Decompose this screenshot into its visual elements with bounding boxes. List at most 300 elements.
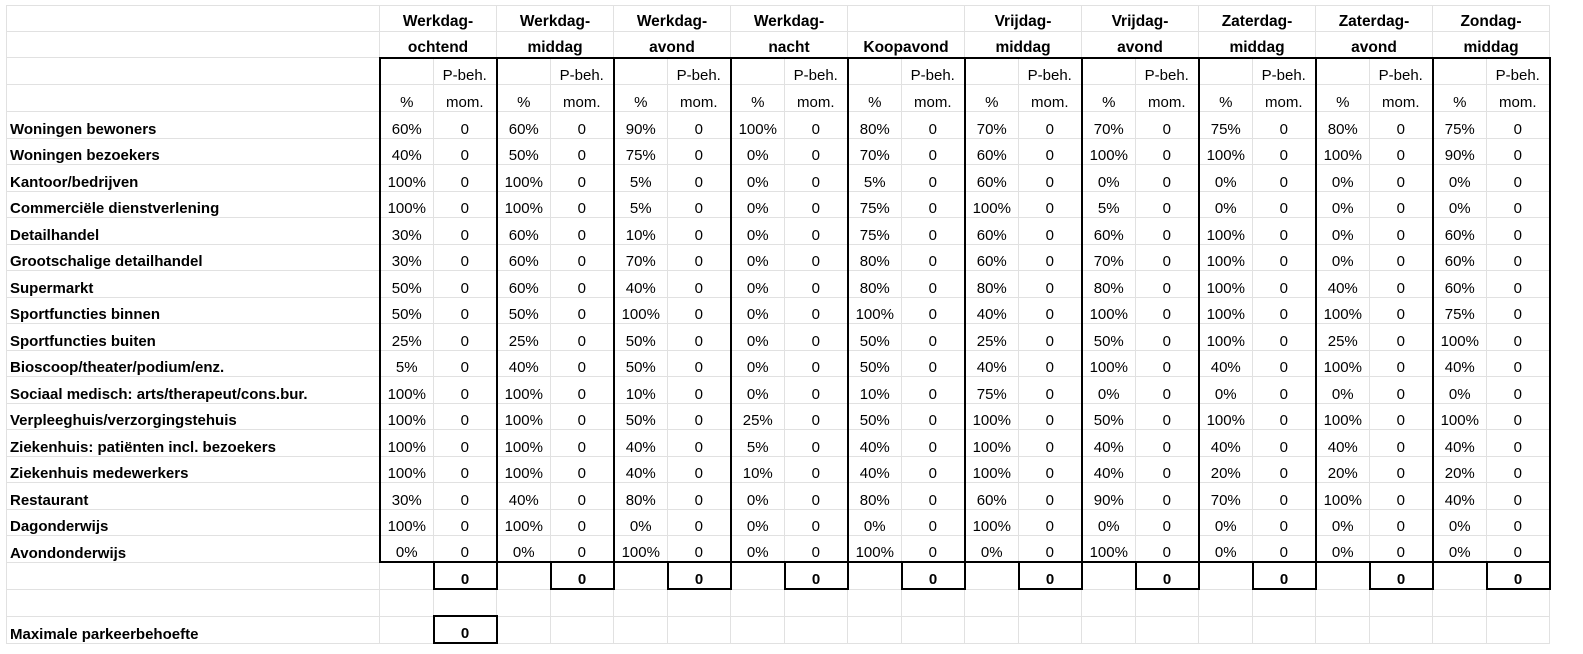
row-label[interactable]: Sociaal medisch: arts/therapeut/cons.bur. [7, 377, 380, 404]
empty-cell[interactable] [1082, 616, 1136, 643]
pbeh-cell[interactable]: 0 [668, 403, 731, 430]
period-header-line1[interactable]: Zaterdag- [1199, 6, 1316, 32]
row-label[interactable]: Dagonderwijs [7, 509, 380, 536]
pct-header[interactable]: % [965, 85, 1019, 112]
pbeh-cell[interactable]: 0 [1136, 509, 1199, 536]
pbeh-cell[interactable]: 0 [902, 271, 965, 298]
pct-cell[interactable]: 5% [731, 430, 785, 457]
pbeh-header-line1[interactable]: P-beh. [551, 58, 614, 85]
pct-cell[interactable]: 50% [614, 403, 668, 430]
pbeh-cell[interactable]: 0 [434, 350, 497, 377]
pbeh-cell[interactable]: 0 [1253, 350, 1316, 377]
empty-cell[interactable] [902, 616, 965, 643]
pct-header[interactable]: % [1433, 85, 1487, 112]
pct-cell[interactable]: 100% [1082, 350, 1136, 377]
row-label[interactable]: Bioscoop/theater/podium/enz. [7, 350, 380, 377]
empty-cell[interactable] [380, 589, 434, 616]
empty-cell[interactable] [1253, 616, 1316, 643]
pbeh-header-line1[interactable]: P-beh. [902, 58, 965, 85]
pbeh-cell[interactable]: 0 [1019, 165, 1082, 192]
pct-cell[interactable]: 60% [380, 112, 434, 139]
pbeh-cell[interactable]: 0 [434, 377, 497, 404]
pct-cell[interactable]: 75% [1433, 112, 1487, 139]
pct-cell[interactable]: 5% [848, 165, 902, 192]
period-header-line2[interactable]: Koopavond [848, 32, 965, 58]
pbeh-cell[interactable]: 0 [551, 509, 614, 536]
period-header-line1[interactable]: Vrijdag- [1082, 6, 1199, 32]
pct-cell[interactable]: 40% [965, 297, 1019, 324]
pbeh-cell[interactable]: 0 [902, 244, 965, 271]
pct-cell[interactable]: 0% [731, 218, 785, 245]
pct-cell[interactable]: 5% [614, 191, 668, 218]
pct-cell[interactable]: 100% [848, 297, 902, 324]
pbeh-cell[interactable]: 0 [1019, 138, 1082, 165]
pbeh-cell[interactable]: 0 [668, 218, 731, 245]
pbeh-cell[interactable]: 0 [551, 536, 614, 563]
pct-cell[interactable]: 100% [965, 456, 1019, 483]
pbeh-cell[interactable]: 0 [902, 165, 965, 192]
pct-cell[interactable]: 60% [1433, 218, 1487, 245]
pbeh-cell[interactable]: 0 [1487, 377, 1550, 404]
row-label[interactable]: Sportfuncties buiten [7, 324, 380, 351]
pbeh-cell[interactable]: 0 [1136, 377, 1199, 404]
pbeh-cell[interactable]: 0 [1370, 244, 1433, 271]
pbeh-cell[interactable]: 0 [785, 403, 848, 430]
period-header-line2[interactable]: avond [1316, 32, 1433, 58]
pbeh-cell[interactable]: 0 [1019, 191, 1082, 218]
pct-cell[interactable]: 0% [1433, 377, 1487, 404]
empty-cell[interactable] [1136, 589, 1199, 616]
pbeh-cell[interactable]: 0 [902, 509, 965, 536]
pbeh-cell[interactable]: 0 [1370, 536, 1433, 563]
row-label[interactable]: Supermarkt [7, 271, 380, 298]
pct-cell[interactable]: 60% [965, 165, 1019, 192]
pbeh-header-line2[interactable]: mom. [785, 85, 848, 112]
pbeh-cell[interactable]: 0 [1253, 456, 1316, 483]
pct-cell[interactable]: 25% [965, 324, 1019, 351]
pbeh-cell[interactable]: 0 [902, 112, 965, 139]
pbeh-cell[interactable]: 0 [785, 271, 848, 298]
pct-cell[interactable]: 100% [1199, 297, 1253, 324]
pct-cell[interactable]: 0% [1082, 377, 1136, 404]
pbeh-cell[interactable]: 0 [1487, 271, 1550, 298]
pct-header[interactable]: % [1082, 85, 1136, 112]
pbeh-cell[interactable]: 0 [434, 218, 497, 245]
pbeh-cell[interactable]: 0 [551, 138, 614, 165]
empty-cell[interactable] [1199, 562, 1253, 589]
empty-cell[interactable] [1487, 589, 1550, 616]
pct-header[interactable]: % [380, 85, 434, 112]
pbeh-cell[interactable]: 0 [1487, 112, 1550, 139]
pct-cell[interactable]: 40% [1433, 350, 1487, 377]
pct-cell[interactable]: 0% [731, 191, 785, 218]
pbeh-header-line1[interactable]: P-beh. [668, 58, 731, 85]
pbeh-cell[interactable]: 0 [1019, 430, 1082, 457]
total-cell[interactable]: 0 [1136, 562, 1199, 589]
empty-cell[interactable] [1019, 616, 1082, 643]
pct-cell[interactable]: 50% [497, 138, 551, 165]
pct-cell[interactable]: 80% [848, 483, 902, 510]
pct-header-blank[interactable] [731, 58, 785, 85]
row-label[interactable]: Ziekenhuis: patiënten incl. bezoekers [7, 430, 380, 457]
pct-header[interactable]: % [1199, 85, 1253, 112]
pct-cell[interactable]: 40% [1316, 430, 1370, 457]
pct-cell[interactable]: 100% [965, 509, 1019, 536]
period-header-line2[interactable]: ochtend [380, 32, 497, 58]
period-header-line1[interactable]: Werkdag- [380, 6, 497, 32]
pbeh-cell[interactable]: 0 [551, 377, 614, 404]
period-header-line1[interactable] [848, 6, 965, 32]
pbeh-cell[interactable]: 0 [902, 536, 965, 563]
empty-cell[interactable] [1199, 589, 1253, 616]
pbeh-header-line1[interactable]: P-beh. [434, 58, 497, 85]
pct-cell[interactable]: 0% [1316, 377, 1370, 404]
pct-cell[interactable]: 60% [1082, 218, 1136, 245]
pct-cell[interactable]: 0% [731, 536, 785, 563]
pct-header-blank[interactable] [380, 58, 434, 85]
pbeh-cell[interactable]: 0 [668, 456, 731, 483]
pct-cell[interactable]: 100% [1199, 244, 1253, 271]
pct-cell[interactable]: 40% [497, 350, 551, 377]
pbeh-cell[interactable]: 0 [1487, 483, 1550, 510]
pct-cell[interactable]: 0% [965, 536, 1019, 563]
empty-cell[interactable] [497, 616, 551, 643]
pct-cell[interactable]: 100% [497, 165, 551, 192]
pct-cell[interactable]: 30% [380, 218, 434, 245]
total-cell[interactable]: 0 [1370, 562, 1433, 589]
empty-cell[interactable] [1433, 562, 1487, 589]
pbeh-header-line2[interactable]: mom. [1253, 85, 1316, 112]
pbeh-header-line2[interactable]: mom. [902, 85, 965, 112]
pbeh-cell[interactable]: 0 [1019, 271, 1082, 298]
pbeh-cell[interactable]: 0 [434, 430, 497, 457]
pbeh-cell[interactable]: 0 [785, 350, 848, 377]
pbeh-cell[interactable]: 0 [1136, 297, 1199, 324]
pct-cell[interactable]: 75% [1199, 112, 1253, 139]
pbeh-header-line1[interactable]: P-beh. [1019, 58, 1082, 85]
pct-cell[interactable]: 0% [1199, 165, 1253, 192]
pct-cell[interactable]: 5% [614, 165, 668, 192]
pbeh-cell[interactable]: 0 [1136, 165, 1199, 192]
empty-cell[interactable] [965, 616, 1019, 643]
empty-cell[interactable] [551, 589, 614, 616]
total-cell[interactable]: 0 [785, 562, 848, 589]
pct-cell[interactable]: 40% [497, 483, 551, 510]
pct-cell[interactable]: 25% [1316, 324, 1370, 351]
pct-cell[interactable]: 100% [1316, 483, 1370, 510]
empty-cell[interactable] [848, 616, 902, 643]
period-header-line1[interactable]: Werkdag- [614, 6, 731, 32]
pct-header[interactable]: % [848, 85, 902, 112]
pct-cell[interactable]: 90% [1082, 483, 1136, 510]
pbeh-cell[interactable]: 0 [1019, 218, 1082, 245]
pbeh-cell[interactable]: 0 [551, 112, 614, 139]
pct-header-blank[interactable] [1082, 58, 1136, 85]
pct-cell[interactable]: 100% [497, 403, 551, 430]
pct-cell[interactable]: 0% [731, 271, 785, 298]
pbeh-cell[interactable]: 0 [1487, 403, 1550, 430]
pbeh-cell[interactable]: 0 [551, 297, 614, 324]
empty-cell[interactable] [965, 562, 1019, 589]
pbeh-cell[interactable]: 0 [1487, 244, 1550, 271]
pbeh-cell[interactable]: 0 [551, 430, 614, 457]
pct-cell[interactable]: 80% [965, 271, 1019, 298]
pbeh-cell[interactable]: 0 [1487, 324, 1550, 351]
pbeh-cell[interactable]: 0 [1253, 377, 1316, 404]
pbeh-cell[interactable]: 0 [785, 165, 848, 192]
pbeh-cell[interactable]: 0 [1487, 297, 1550, 324]
pct-cell[interactable]: 60% [497, 271, 551, 298]
pct-cell[interactable]: 80% [848, 271, 902, 298]
pbeh-cell[interactable]: 0 [668, 377, 731, 404]
pbeh-header-line2[interactable]: mom. [551, 85, 614, 112]
total-cell[interactable]: 0 [902, 562, 965, 589]
empty-cell[interactable] [614, 589, 668, 616]
period-header-line2[interactable]: middag [497, 32, 614, 58]
pbeh-cell[interactable]: 0 [434, 509, 497, 536]
period-header-line2[interactable]: middag [965, 32, 1082, 58]
pbeh-cell[interactable]: 0 [434, 403, 497, 430]
pct-cell[interactable]: 50% [497, 297, 551, 324]
pct-cell[interactable]: 0% [1433, 509, 1487, 536]
pbeh-cell[interactable]: 0 [1253, 271, 1316, 298]
pbeh-cell[interactable]: 0 [785, 244, 848, 271]
pbeh-cell[interactable]: 0 [1019, 324, 1082, 351]
pbeh-cell[interactable]: 0 [551, 218, 614, 245]
pct-cell[interactable]: 60% [965, 244, 1019, 271]
empty-cell[interactable] [731, 562, 785, 589]
empty-cell[interactable] [1370, 589, 1433, 616]
pct-cell[interactable]: 60% [965, 218, 1019, 245]
pbeh-cell[interactable]: 0 [785, 483, 848, 510]
pct-cell[interactable]: 25% [497, 324, 551, 351]
empty-cell[interactable] [668, 616, 731, 643]
pbeh-cell[interactable]: 0 [902, 430, 965, 457]
pct-cell[interactable]: 70% [1199, 483, 1253, 510]
pct-cell[interactable]: 100% [1316, 350, 1370, 377]
empty-cell[interactable] [1019, 589, 1082, 616]
pct-header-blank[interactable] [1433, 58, 1487, 85]
pbeh-cell[interactable]: 0 [1370, 483, 1433, 510]
pct-cell[interactable]: 60% [965, 138, 1019, 165]
pct-cell[interactable]: 0% [731, 244, 785, 271]
pct-cell[interactable]: 0% [1316, 244, 1370, 271]
pbeh-cell[interactable]: 0 [785, 191, 848, 218]
pct-cell[interactable]: 0% [731, 350, 785, 377]
row-label[interactable]: Kantoor/bedrijven [7, 165, 380, 192]
pct-cell[interactable]: 25% [731, 403, 785, 430]
pct-cell[interactable]: 0% [1199, 191, 1253, 218]
pbeh-cell[interactable]: 0 [902, 324, 965, 351]
empty-cell[interactable] [7, 32, 380, 58]
pbeh-cell[interactable]: 0 [1370, 350, 1433, 377]
pbeh-cell[interactable]: 0 [668, 112, 731, 139]
pbeh-cell[interactable]: 0 [902, 403, 965, 430]
pbeh-cell[interactable]: 0 [1019, 456, 1082, 483]
period-header-line1[interactable]: Vrijdag- [965, 6, 1082, 32]
pct-cell[interactable]: 70% [614, 244, 668, 271]
empty-cell[interactable] [7, 562, 380, 589]
pct-cell[interactable]: 40% [965, 350, 1019, 377]
pbeh-cell[interactable]: 0 [551, 165, 614, 192]
pct-header[interactable]: % [614, 85, 668, 112]
pbeh-cell[interactable]: 0 [668, 430, 731, 457]
pbeh-cell[interactable]: 0 [551, 271, 614, 298]
pct-cell[interactable]: 100% [380, 191, 434, 218]
pbeh-cell[interactable]: 0 [1370, 403, 1433, 430]
pct-cell[interactable]: 0% [1433, 191, 1487, 218]
empty-cell[interactable] [7, 589, 380, 616]
pbeh-cell[interactable]: 0 [1253, 297, 1316, 324]
pbeh-cell[interactable]: 0 [1370, 377, 1433, 404]
pbeh-cell[interactable]: 0 [1487, 350, 1550, 377]
pbeh-cell[interactable]: 0 [902, 218, 965, 245]
pct-cell[interactable]: 80% [848, 244, 902, 271]
pbeh-cell[interactable]: 0 [902, 456, 965, 483]
pct-cell[interactable]: 40% [614, 430, 668, 457]
pct-cell[interactable]: 40% [1199, 350, 1253, 377]
pct-cell[interactable]: 50% [380, 297, 434, 324]
pct-cell[interactable]: 50% [614, 324, 668, 351]
pbeh-cell[interactable]: 0 [785, 324, 848, 351]
pct-cell[interactable]: 10% [614, 218, 668, 245]
pbeh-cell[interactable]: 0 [902, 191, 965, 218]
empty-cell[interactable] [731, 589, 785, 616]
empty-cell[interactable] [1199, 616, 1253, 643]
pbeh-cell[interactable]: 0 [1136, 430, 1199, 457]
pct-cell[interactable]: 0% [731, 377, 785, 404]
pct-cell[interactable]: 50% [848, 324, 902, 351]
pct-cell[interactable]: 0% [1199, 509, 1253, 536]
pct-cell[interactable]: 100% [1316, 297, 1370, 324]
pbeh-cell[interactable]: 0 [1370, 297, 1433, 324]
pbeh-cell[interactable]: 0 [668, 244, 731, 271]
pbeh-cell[interactable]: 0 [434, 165, 497, 192]
pbeh-cell[interactable]: 0 [902, 483, 965, 510]
empty-cell[interactable] [614, 562, 668, 589]
pbeh-cell[interactable]: 0 [434, 244, 497, 271]
pbeh-cell[interactable]: 0 [1136, 536, 1199, 563]
pbeh-header-line2[interactable]: mom. [434, 85, 497, 112]
pbeh-cell[interactable]: 0 [1136, 112, 1199, 139]
pbeh-header-line2[interactable]: mom. [1019, 85, 1082, 112]
pct-cell[interactable]: 100% [497, 456, 551, 483]
pct-cell[interactable]: 0% [1199, 536, 1253, 563]
period-header-line1[interactable]: Zondag- [1433, 6, 1550, 32]
pbeh-cell[interactable]: 0 [1487, 138, 1550, 165]
pbeh-cell[interactable]: 0 [668, 350, 731, 377]
pbeh-cell[interactable]: 0 [1370, 112, 1433, 139]
pbeh-cell[interactable]: 0 [1019, 403, 1082, 430]
pct-cell[interactable]: 100% [1199, 218, 1253, 245]
row-label[interactable]: Woningen bewoners [7, 112, 380, 139]
pct-cell[interactable]: 0% [731, 297, 785, 324]
pbeh-cell[interactable]: 0 [668, 271, 731, 298]
pbeh-cell[interactable]: 0 [1136, 403, 1199, 430]
pct-cell[interactable]: 60% [497, 244, 551, 271]
empty-cell[interactable] [434, 589, 497, 616]
pct-cell[interactable]: 40% [1082, 430, 1136, 457]
pbeh-header-line1[interactable]: P-beh. [1487, 58, 1550, 85]
pct-cell[interactable]: 0% [1199, 377, 1253, 404]
pbeh-cell[interactable]: 0 [785, 509, 848, 536]
pbeh-cell[interactable]: 0 [668, 324, 731, 351]
pbeh-cell[interactable]: 0 [1019, 536, 1082, 563]
pct-cell[interactable]: 100% [1082, 297, 1136, 324]
pct-cell[interactable]: 40% [380, 138, 434, 165]
pct-cell[interactable]: 100% [380, 377, 434, 404]
pct-cell[interactable]: 100% [1316, 138, 1370, 165]
empty-cell[interactable] [1136, 616, 1199, 643]
pbeh-cell[interactable]: 0 [902, 377, 965, 404]
pbeh-cell[interactable]: 0 [902, 350, 965, 377]
total-cell[interactable]: 0 [551, 562, 614, 589]
pbeh-cell[interactable]: 0 [1487, 430, 1550, 457]
empty-cell[interactable] [785, 589, 848, 616]
pbeh-cell[interactable]: 0 [434, 271, 497, 298]
period-header-line2[interactable]: avond [614, 32, 731, 58]
pbeh-cell[interactable]: 0 [785, 218, 848, 245]
row-label[interactable]: Ziekenhuis medewerkers [7, 456, 380, 483]
pbeh-cell[interactable]: 0 [1019, 350, 1082, 377]
pbeh-cell[interactable]: 0 [785, 297, 848, 324]
pct-cell[interactable]: 100% [614, 536, 668, 563]
pct-cell[interactable]: 75% [614, 138, 668, 165]
pct-cell[interactable]: 40% [1433, 430, 1487, 457]
pct-cell[interactable]: 0% [1316, 536, 1370, 563]
pct-cell[interactable]: 5% [380, 350, 434, 377]
empty-cell[interactable] [1316, 589, 1370, 616]
row-label[interactable]: Commerciële dienstverlening [7, 191, 380, 218]
pct-cell[interactable]: 50% [1082, 324, 1136, 351]
empty-cell[interactable] [1487, 616, 1550, 643]
pbeh-cell[interactable]: 0 [1370, 324, 1433, 351]
pbeh-cell[interactable]: 0 [1487, 191, 1550, 218]
pct-cell[interactable]: 40% [1433, 483, 1487, 510]
pct-cell[interactable]: 100% [614, 297, 668, 324]
empty-cell[interactable] [380, 616, 434, 643]
pbeh-header-line2[interactable]: mom. [668, 85, 731, 112]
total-cell[interactable]: 0 [1253, 562, 1316, 589]
pbeh-cell[interactable]: 0 [434, 138, 497, 165]
pct-cell[interactable]: 80% [848, 112, 902, 139]
pct-cell[interactable]: 0% [1316, 191, 1370, 218]
pct-cell[interactable]: 0% [1316, 509, 1370, 536]
pbeh-cell[interactable]: 0 [1019, 483, 1082, 510]
pct-cell[interactable]: 0% [731, 138, 785, 165]
pct-cell[interactable]: 90% [614, 112, 668, 139]
pct-cell[interactable]: 30% [380, 483, 434, 510]
pbeh-cell[interactable]: 0 [1136, 483, 1199, 510]
pct-cell[interactable]: 0% [1433, 165, 1487, 192]
pbeh-cell[interactable]: 0 [1253, 430, 1316, 457]
pct-cell[interactable]: 25% [380, 324, 434, 351]
pct-header-blank[interactable] [497, 58, 551, 85]
pbeh-cell[interactable]: 0 [1370, 456, 1433, 483]
pct-cell[interactable]: 70% [848, 138, 902, 165]
empty-cell[interactable] [7, 6, 380, 32]
pbeh-cell[interactable]: 0 [1253, 324, 1316, 351]
pct-cell[interactable]: 50% [1082, 403, 1136, 430]
pct-cell[interactable]: 70% [965, 112, 1019, 139]
pct-cell[interactable]: 0% [731, 165, 785, 192]
empty-cell[interactable] [965, 589, 1019, 616]
pct-cell[interactable]: 100% [965, 191, 1019, 218]
pbeh-cell[interactable]: 0 [551, 324, 614, 351]
pct-cell[interactable]: 60% [497, 112, 551, 139]
pct-cell[interactable]: 50% [614, 350, 668, 377]
pbeh-cell[interactable]: 0 [1019, 377, 1082, 404]
